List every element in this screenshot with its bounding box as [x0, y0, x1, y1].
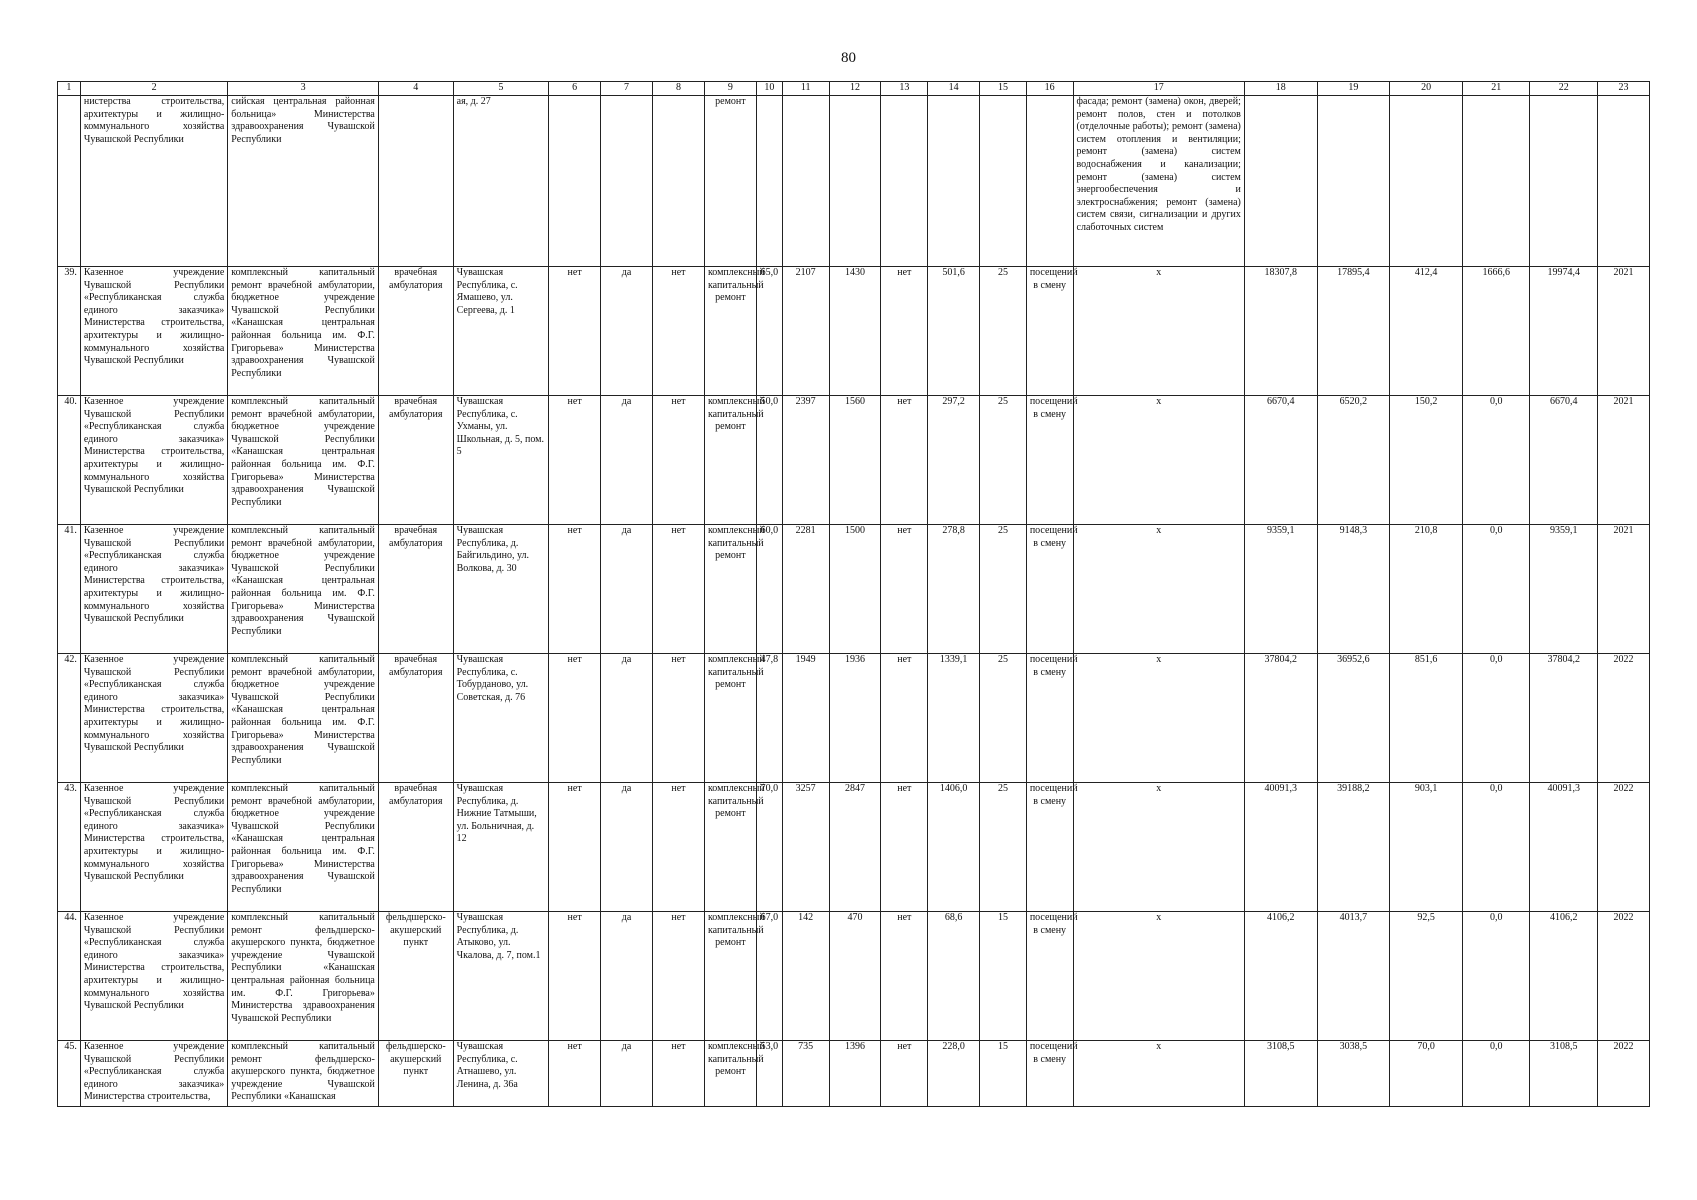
cell-21: 0,0	[1462, 396, 1530, 525]
cell-capacity-unit: посещений в смену	[1026, 267, 1073, 396]
cell-total-cost: 18307,8	[1244, 267, 1317, 396]
cell-customer: Казенное учреждение Чувашской Республики «Республиканская служба единого заказчика» Министерства строительства, архитектуры и жилищно-коммунального хозяйства Чувашской Республики	[80, 267, 227, 396]
cell-work-type: комплексный капитальный ремонт	[704, 912, 756, 1041]
cell-21	[1462, 96, 1530, 267]
cell-13	[881, 96, 928, 267]
cell-facility-type: врачебная амбулатория	[378, 267, 453, 396]
cell-7: да	[601, 267, 653, 396]
cell-22	[1530, 96, 1598, 267]
continuation-row	[58, 96, 1650, 267]
cell-total-cost: 6670,4	[1244, 396, 1317, 525]
column-header: 1	[58, 82, 81, 96]
cell-11: 3257	[782, 783, 829, 912]
cell-works-list: x	[1073, 912, 1244, 1041]
cell-13: нет	[881, 396, 928, 525]
cell-11: 2397	[782, 396, 829, 525]
cell-19: 6520,2	[1317, 396, 1390, 525]
cell-14	[928, 96, 980, 267]
cell-11	[782, 96, 829, 267]
cell-work-type: комплексный капитальный ремонт	[704, 525, 756, 654]
cell-work-type: комплексный капитальный ремонт	[704, 783, 756, 912]
cell-19: 36952,6	[1317, 654, 1390, 783]
row-number: 40.	[58, 396, 81, 525]
cell-facility-type: врачебная амбулатория	[378, 396, 453, 525]
cell-19	[1317, 96, 1390, 267]
cell-13: нет	[881, 654, 928, 783]
cell-capacity-unit: посещений в смену	[1026, 654, 1073, 783]
cell-works-list: x	[1073, 525, 1244, 654]
cell-10: 70,0	[756, 783, 782, 912]
cell-address: Чувашская Республика, д. Нижние Татмыши, ул. Больничная, д. 12	[453, 783, 549, 912]
cell-works-list: x	[1073, 1041, 1244, 1107]
cell-works-list: x	[1073, 396, 1244, 525]
cell-6: нет	[549, 912, 601, 1041]
cell-12: 1396	[829, 1041, 881, 1107]
cell-15: 25	[980, 783, 1027, 912]
column-header: 15	[980, 82, 1027, 96]
cell-address: Чувашская Республика, д. Атыково, ул. Чкалова, д. 7, пом.1	[453, 912, 549, 1041]
cell-7	[601, 96, 653, 267]
table-row	[58, 912, 1650, 1041]
column-header: 7	[601, 82, 653, 96]
cell-11: 142	[782, 912, 829, 1041]
cell-facility-type: фельдшерско-акушерский пункт	[378, 912, 453, 1041]
cell-7: да	[601, 525, 653, 654]
row-number: 39.	[58, 267, 81, 396]
column-header: 3	[228, 82, 379, 96]
cell-1	[58, 96, 81, 267]
cell-21: 0,0	[1462, 1041, 1530, 1107]
cell-15: 25	[980, 525, 1027, 654]
cell-19: 17895,4	[1317, 267, 1390, 396]
column-header: 18	[1244, 82, 1317, 96]
cell-works-list: x	[1073, 267, 1244, 396]
column-header: 22	[1530, 82, 1598, 96]
column-header: 10	[756, 82, 782, 96]
cell-object: сийская центральная районная больница» Министерства здравоохранения Чувашской Республики	[228, 96, 379, 267]
cell-20: 210,8	[1390, 525, 1463, 654]
cell-8	[653, 96, 705, 267]
cell-15: 25	[980, 654, 1027, 783]
cell-capacity-unit: посещений в смену	[1026, 525, 1073, 654]
cell-14: 1406,0	[928, 783, 980, 912]
cell-15	[980, 96, 1027, 267]
column-header: 6	[549, 82, 601, 96]
object-register-table	[57, 81, 1650, 1107]
cell-6: нет	[549, 525, 601, 654]
cell-14: 68,6	[928, 912, 980, 1041]
cell-20: 92,5	[1390, 912, 1463, 1041]
cell-14: 278,8	[928, 525, 980, 654]
cell-object: комплексный капитальный ремонт фельдшерско-акушерского пункта, бюджетное учреждение Чувашской Республики «Канашская	[228, 1041, 379, 1107]
cell-address: Чувашская Республика, с. Ямашево, ул. Сергеева, д. 1	[453, 267, 549, 396]
cell-object: комплексный капитальный ремонт врачебной амбулатории, бюджетное учреждение Чувашской Республики «Канашская центральная районная больница им. Ф.Г. Григорьева» Министерства здравоохранения Чувашской Республики	[228, 396, 379, 525]
cell-address: Чувашская Республика, с. Атнашево, ул. Ленина, д. 36а	[453, 1041, 549, 1107]
cell-work-type: комплексный капитальный ремонт	[704, 654, 756, 783]
cell-sum: 9359,1	[1530, 525, 1598, 654]
cell-19: 39188,2	[1317, 783, 1390, 912]
table-row	[58, 783, 1650, 912]
cell-customer: Казенное учреждение Чувашской Республики «Республиканская служба единого заказчика» Министерства строительства, архитектуры и жилищно-коммунального хозяйства Чувашской Республики	[80, 396, 227, 525]
cell-15: 15	[980, 1041, 1027, 1107]
cell-23	[1597, 96, 1649, 267]
cell-13: нет	[881, 1041, 928, 1107]
cell-13: нет	[881, 912, 928, 1041]
cell-sum: 4106,2	[1530, 912, 1598, 1041]
cell-sum: 37804,2	[1530, 654, 1598, 783]
cell-total-cost: 9359,1	[1244, 525, 1317, 654]
cell-capacity-unit: посещений в смену	[1026, 1041, 1073, 1107]
cell-facility-type: врачебная амбулатория	[378, 525, 453, 654]
cell-year: 2021	[1597, 525, 1649, 654]
row-number: 41.	[58, 525, 81, 654]
table-row	[58, 525, 1650, 654]
cell-6	[549, 96, 601, 267]
cell-sum: 19974,4	[1530, 267, 1598, 396]
cell-address: Чувашская Республика, д. Байгильдино, ул. Волкова, д. 30	[453, 525, 549, 654]
cell-18	[1244, 96, 1317, 267]
cell-20: 903,1	[1390, 783, 1463, 912]
cell-8: нет	[653, 783, 705, 912]
cell-11: 735	[782, 1041, 829, 1107]
cell-20: 412,4	[1390, 267, 1463, 396]
cell-15: 15	[980, 912, 1027, 1041]
table-body	[58, 96, 1650, 1107]
cell-work-type: ремонт	[704, 96, 756, 267]
column-header: 17	[1073, 82, 1244, 96]
cell-21: 0,0	[1462, 654, 1530, 783]
page-number: 80	[841, 50, 856, 66]
cell-14: 297,2	[928, 396, 980, 525]
cell-20	[1390, 96, 1463, 267]
cell-7: да	[601, 396, 653, 525]
column-header: 16	[1026, 82, 1073, 96]
cell-20: 150,2	[1390, 396, 1463, 525]
cell-customer: Казенное учреждение Чувашской Республики «Республиканская служба единого заказчика» Министерства строительства,	[80, 1041, 227, 1107]
cell-facility-type: врачебная амбулатория	[378, 783, 453, 912]
cell-work-type: комплексный капитальный ремонт	[704, 1041, 756, 1107]
cell-8: нет	[653, 912, 705, 1041]
cell-13: нет	[881, 783, 928, 912]
cell-year: 2021	[1597, 396, 1649, 525]
cell-total-cost: 37804,2	[1244, 654, 1317, 783]
cell-19: 9148,3	[1317, 525, 1390, 654]
column-header: 4	[378, 82, 453, 96]
cell-object: комплексный капитальный ремонт фельдшерско-акушерского пункта, бюджетное учреждение Чувашской Республики «Канашская центральная районная больница им. Ф.Г. Григорьева» Министерства здравоохранения Чувашской Республики	[228, 912, 379, 1041]
row-number: 45.	[58, 1041, 81, 1107]
cell-10: 60,0	[756, 525, 782, 654]
cell-facility-type: врачебная амбулатория	[378, 654, 453, 783]
cell-8: нет	[653, 1041, 705, 1107]
cell-address: ая, д. 27	[453, 96, 549, 267]
cell-21: 1666,6	[1462, 267, 1530, 396]
cell-12: 1500	[829, 525, 881, 654]
cell-8: нет	[653, 396, 705, 525]
cell-14: 501,6	[928, 267, 980, 396]
table-row	[58, 396, 1650, 525]
cell-address: Чувашская Республика, с. Тобурданово, ул. Советская, д. 76	[453, 654, 549, 783]
column-header: 20	[1390, 82, 1463, 96]
table-row	[58, 267, 1650, 396]
cell-customer: нистерства строительства, архитектуры и жилищно-коммунального хозяйства Чувашской Республики	[80, 96, 227, 267]
cell-6: нет	[549, 783, 601, 912]
cell-11: 2281	[782, 525, 829, 654]
cell-7: да	[601, 1041, 653, 1107]
column-header: 23	[1597, 82, 1649, 96]
cell-11: 1949	[782, 654, 829, 783]
cell-address: Чувашская Республика, с. Ухманы, ул. Школьная, д. 5, пом. 5	[453, 396, 549, 525]
cell-6: нет	[549, 396, 601, 525]
cell-year: 2022	[1597, 783, 1649, 912]
cell-year: 2022	[1597, 1041, 1649, 1107]
column-header: 8	[653, 82, 705, 96]
cell-12: 470	[829, 912, 881, 1041]
cell-work-type: комплексный капитальный ремонт	[704, 267, 756, 396]
cell-10	[756, 96, 782, 267]
cell-10: 50,0	[756, 396, 782, 525]
cell-12: 1430	[829, 267, 881, 396]
column-header: 9	[704, 82, 756, 96]
cell-object: комплексный капитальный ремонт врачебной амбулатории, бюджетное учреждение Чувашской Республики «Канашская центральная районная больница им. Ф.Г. Григорьева» Министерства здравоохранения Чувашской Республики	[228, 654, 379, 783]
cell-10: 67,0	[756, 912, 782, 1041]
cell-12: 1936	[829, 654, 881, 783]
cell-10: 65,0	[756, 267, 782, 396]
cell-sum: 40091,3	[1530, 783, 1598, 912]
cell-19: 3038,5	[1317, 1041, 1390, 1107]
cell-total-cost: 3108,5	[1244, 1041, 1317, 1107]
cell-year: 2021	[1597, 267, 1649, 396]
row-number: 43.	[58, 783, 81, 912]
cell-8: нет	[653, 654, 705, 783]
column-header: 11	[782, 82, 829, 96]
cell-6: нет	[549, 654, 601, 783]
cell-object: комплексный капитальный ремонт врачебной амбулатории, бюджетное учреждение Чувашской Республики «Канашская центральная районная больница им. Ф.Г. Григорьева» Министерства здравоохранения Чувашской Республики	[228, 525, 379, 654]
cell-7: да	[601, 783, 653, 912]
row-number: 44.	[58, 912, 81, 1041]
table-row	[58, 1041, 1650, 1107]
cell-13: нет	[881, 267, 928, 396]
cell-7: да	[601, 654, 653, 783]
cell-capacity-unit: посещений в смену	[1026, 912, 1073, 1041]
cell-customer: Казенное учреждение Чувашской Республики «Республиканская служба единого заказчика» Министерства строительства, архитектуры и жилищно-коммунального хозяйства Чувашской Республики	[80, 525, 227, 654]
cell-12	[829, 96, 881, 267]
cell-20: 70,0	[1390, 1041, 1463, 1107]
cell-19: 4013,7	[1317, 912, 1390, 1041]
cell-customer: Казенное учреждение Чувашской Республики «Республиканская служба единого заказчика» Министерства строительства, архитектуры и жилищно-коммунального хозяйства Чувашской Республики	[80, 654, 227, 783]
cell-6: нет	[549, 267, 601, 396]
cell-4	[378, 96, 453, 267]
cell-20: 851,6	[1390, 654, 1463, 783]
cell-customer: Казенное учреждение Чувашской Республики «Республиканская служба единого заказчика» Министерства строительства, архитектуры и жилищно-коммунального хозяйства Чувашской Республики	[80, 912, 227, 1041]
cell-facility-type: фельдшерско-акушерский пункт	[378, 1041, 453, 1107]
cell-14: 228,0	[928, 1041, 980, 1107]
cell-sum: 6670,4	[1530, 396, 1598, 525]
cell-works-list: фасада; ремонт (замена) окон, дверей; ремонт полов, стен и потолков (отделочные работы); ремонт (замена) систем отопления и вентиляции; ремонт (замена) систем водоснабжения и канализации; ремонт (замена) систем энергообеспечения и электроснабжения; ремонт (замена) систем связи, сигнализации и других слаботочных систем	[1073, 96, 1244, 267]
cell-year: 2022	[1597, 654, 1649, 783]
cell-sum: 3108,5	[1530, 1041, 1598, 1107]
cell-total-cost: 40091,3	[1244, 783, 1317, 912]
cell-year: 2022	[1597, 912, 1649, 1041]
cell-works-list: x	[1073, 783, 1244, 912]
column-header: 21	[1462, 82, 1530, 96]
column-header: 19	[1317, 82, 1390, 96]
cell-21: 0,0	[1462, 912, 1530, 1041]
column-number-row	[58, 82, 1650, 96]
cell-8: нет	[653, 525, 705, 654]
column-header: 2	[80, 82, 227, 96]
cell-12: 1560	[829, 396, 881, 525]
cell-work-type: комплексный капитальный ремонт	[704, 396, 756, 525]
column-header: 12	[829, 82, 881, 96]
cell-11: 2107	[782, 267, 829, 396]
cell-6: нет	[549, 1041, 601, 1107]
cell-object: комплексный капитальный ремонт врачебной амбулатории, бюджетное учреждение Чувашской Республики «Канашская центральная районная больница им. Ф.Г. Григорьева» Министерства здравоохранения Чувашской Республики	[228, 783, 379, 912]
cell-customer: Казенное учреждение Чувашской Республики «Республиканская служба единого заказчика» Министерства строительства, архитектуры и жилищно-коммунального хозяйства Чувашской Республики	[80, 783, 227, 912]
cell-15: 25	[980, 396, 1027, 525]
cell-10: 53,0	[756, 1041, 782, 1107]
cell-10: 47,8	[756, 654, 782, 783]
cell-total-cost: 4106,2	[1244, 912, 1317, 1041]
cell-21: 0,0	[1462, 525, 1530, 654]
column-header: 14	[928, 82, 980, 96]
cell-15: 25	[980, 267, 1027, 396]
cell-works-list: x	[1073, 654, 1244, 783]
column-header: 13	[881, 82, 928, 96]
cell-13: нет	[881, 525, 928, 654]
cell-14: 1339,1	[928, 654, 980, 783]
cell-8: нет	[653, 267, 705, 396]
cell-capacity-unit: посещений в смену	[1026, 396, 1073, 525]
cell-12: 2847	[829, 783, 881, 912]
row-number: 42.	[58, 654, 81, 783]
cell-21: 0,0	[1462, 783, 1530, 912]
cell-object: комплексный капитальный ремонт врачебной амбулатории, бюджетное учреждение Чувашской Республики «Канашская центральная районная больница им. Ф.Г. Григорьева» Министерства здравоохранения Чувашской Республики	[228, 267, 379, 396]
cell-7: да	[601, 912, 653, 1041]
cell-capacity-unit: посещений в смену	[1026, 783, 1073, 912]
table-row	[58, 654, 1650, 783]
column-header: 5	[453, 82, 549, 96]
cell-16	[1026, 96, 1073, 267]
